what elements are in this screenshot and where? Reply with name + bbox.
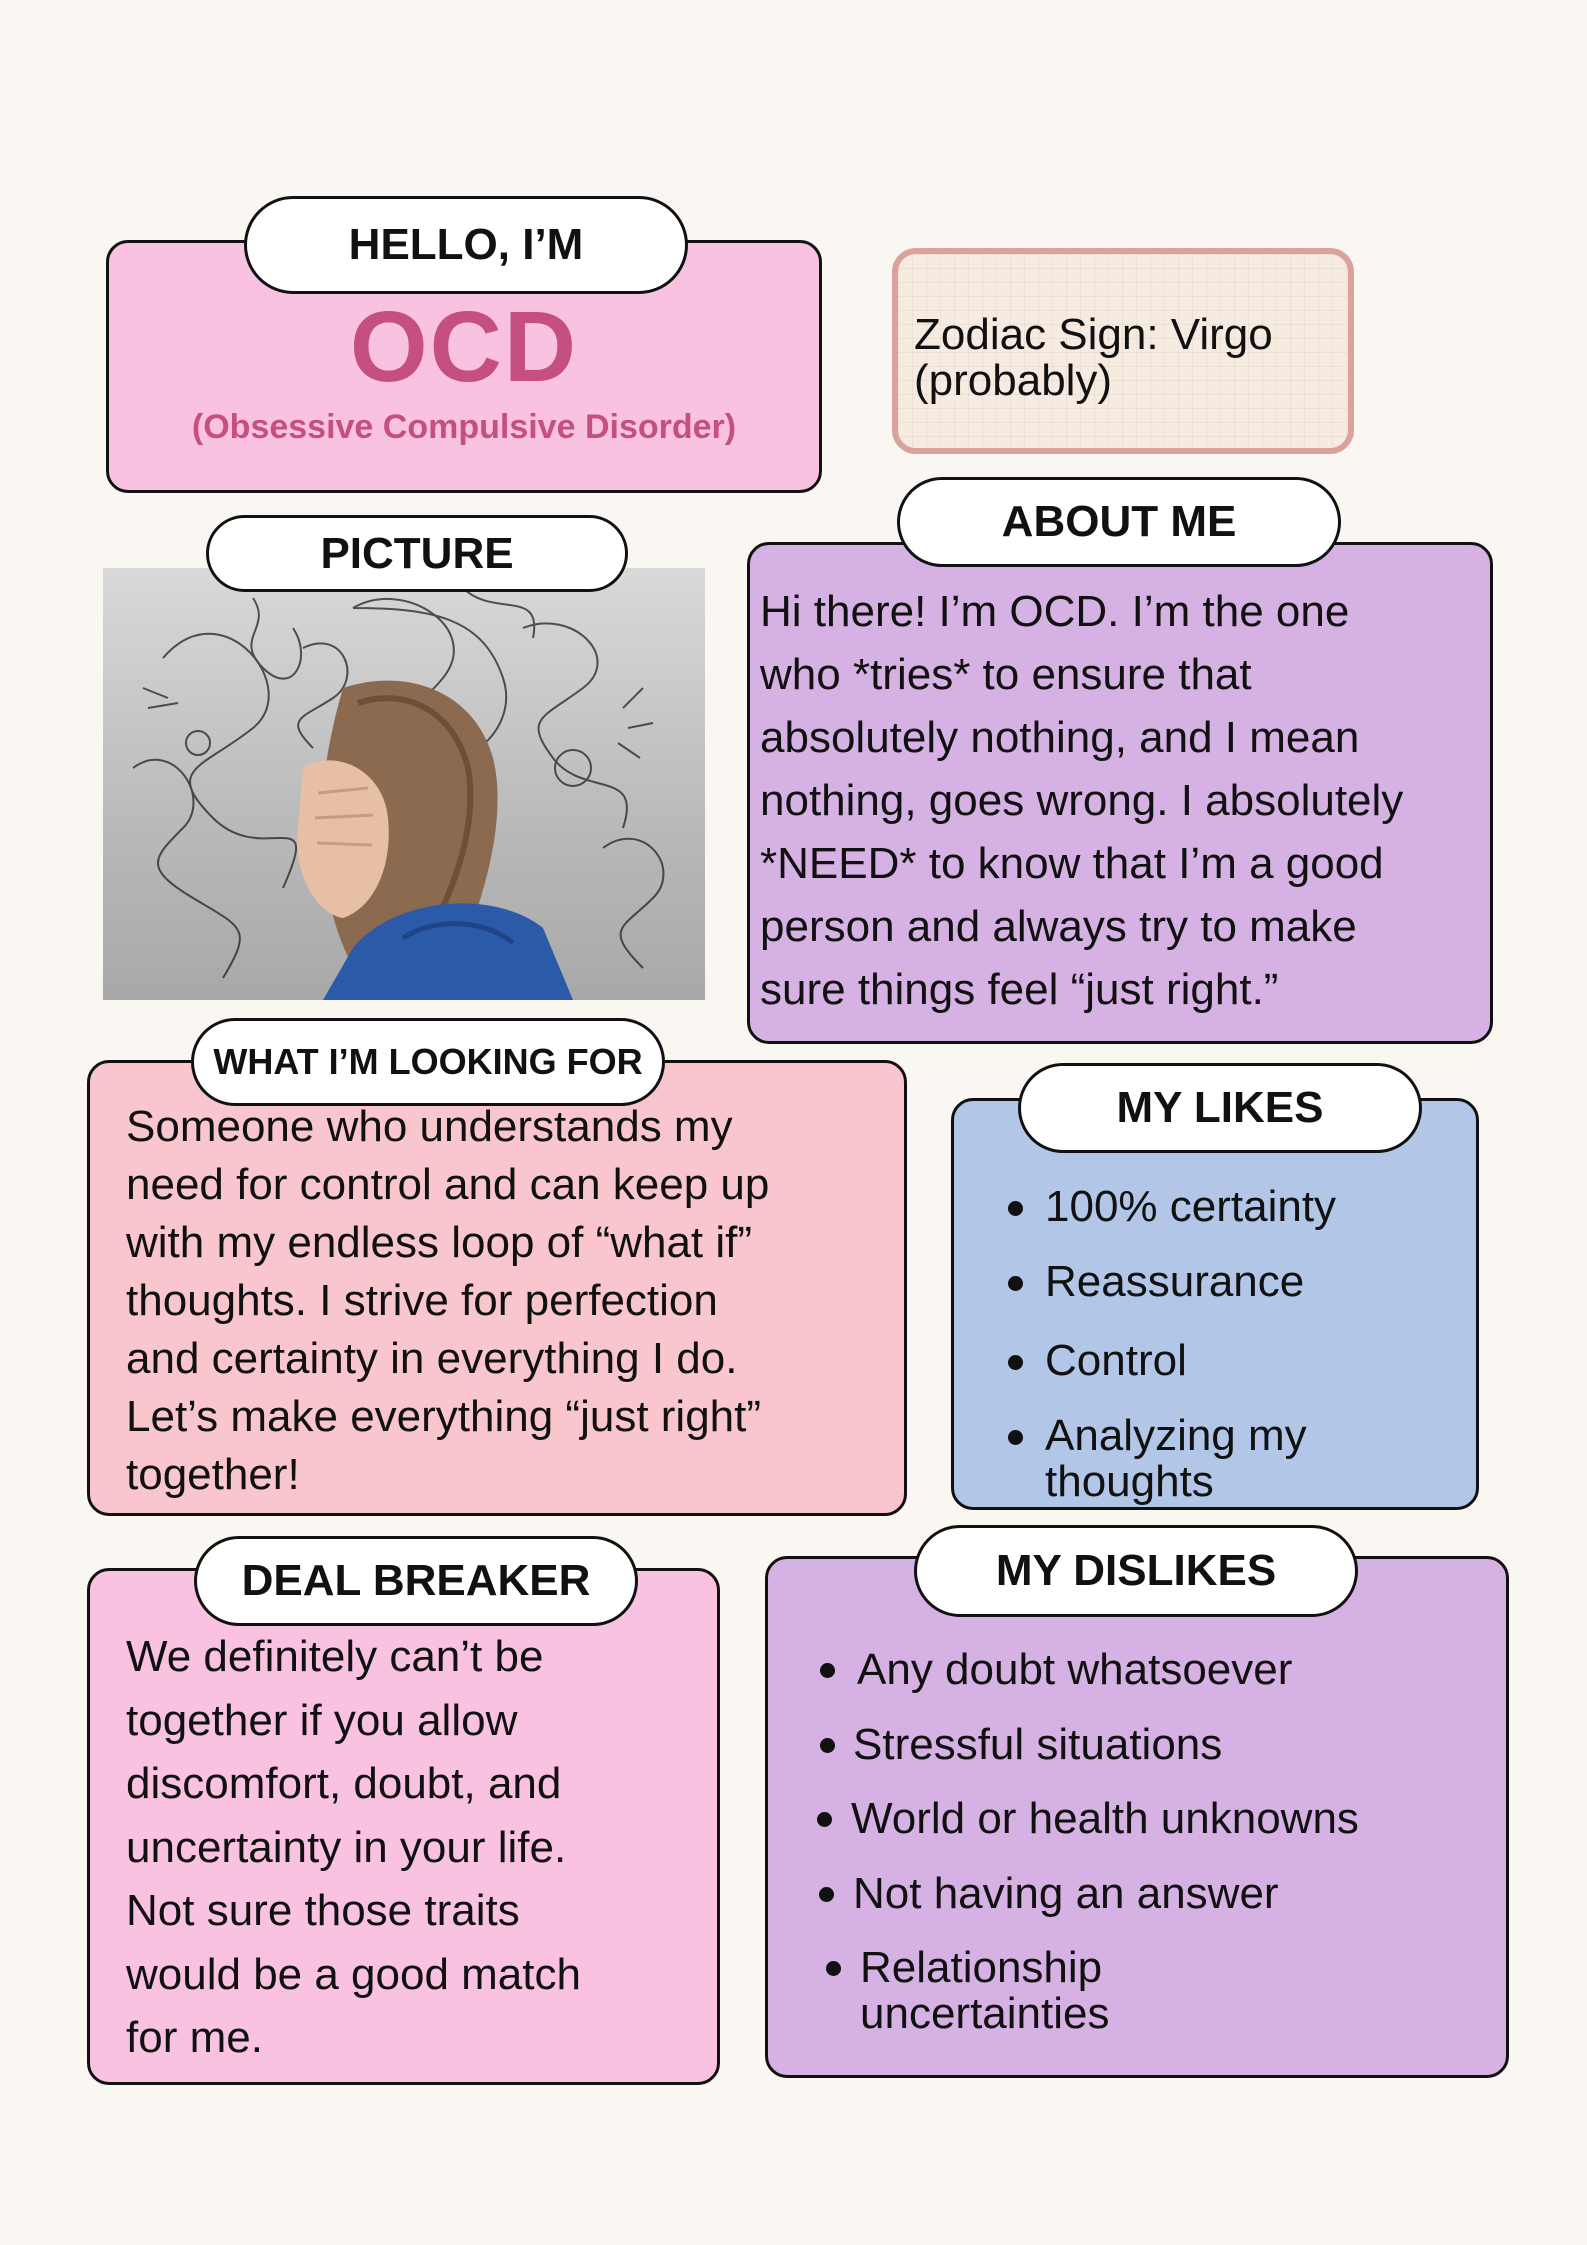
hello-tag: HELLO, I’M [244,196,688,294]
picture-tag: PICTURE [206,515,628,592]
looking-line: Someone who understands my [126,1102,733,1151]
bullet-icon [1008,1201,1023,1216]
bullet-icon [817,1812,832,1827]
distressed-person-illustration [103,568,705,1000]
likes-item-label-cont: thoughts [1045,1457,1214,1506]
dislikes-item-label: Any doubt whatsoever [857,1645,1293,1694]
about-line: *NEED* to know that I’m a good [760,839,1384,888]
dislikes-item-label: Not having an answer [853,1869,1279,1918]
about-line: who *tries* to ensure that [760,650,1252,699]
looking-line: with my endless loop of “what if” [126,1218,753,1267]
likes-item-label: Analyzing my [1045,1411,1307,1460]
looking-line: and certainty in everything I do. [126,1334,738,1383]
about-text [760,580,1403,1021]
dealbreaker-line: would be a good match [126,1949,581,1999]
dealbreaker-line: together if you allow [126,1695,518,1745]
dislikes-item-label-cont: uncertainties [860,1989,1110,2038]
likes-tag: MY LIKES [1018,1063,1422,1153]
about-line: nothing, goes wrong. I absolutely [760,776,1404,825]
dealbreaker-line: We definitely can’t be [126,1632,544,1681]
about-line: Hi there! I’m OCD. I’m the one [760,587,1350,636]
picture-image [103,568,705,1000]
about-line: person and always try to make [760,902,1357,951]
zodiac-line-2: (probably) [914,356,1113,405]
zodiac-line-1: Zodiac Sign: Virgo [914,310,1273,359]
dealbreaker-text [126,1625,581,2070]
looking-line: need for control and can keep up [126,1160,770,1209]
looking-text [126,1098,769,1504]
bullet-icon [1008,1355,1023,1370]
looking-line: thoughts. I strive for perfection [126,1276,718,1325]
dislikes-tag: MY DISLIKES [914,1525,1358,1617]
dealbreaker-line: Not sure those traits [126,1886,520,1935]
dealbreaker-line: for me. [126,2013,263,2062]
dislikes-item-label: Stressful situations [853,1720,1223,1769]
about-line: sure things feel “just right.” [760,965,1279,1014]
bullet-icon [819,1887,834,1902]
likes-item-label: Reassurance [1045,1257,1305,1306]
bullet-icon [820,1663,835,1678]
bullet-icon [826,1961,841,1976]
likes-item-label: Control [1045,1336,1187,1385]
likes-item-label: 100% certainty [1045,1182,1337,1231]
dealbreaker-line: discomfort, doubt, and [126,1759,562,1808]
dislikes-item-label: World or health unknowns [851,1794,1359,1843]
ocd-name: OCD [349,291,579,403]
about-line: absolutely nothing, and I mean [760,713,1360,762]
bullet-icon [1008,1430,1023,1445]
bullet-icon [1008,1276,1023,1291]
looking-line: together! [126,1450,300,1499]
dealbreaker-line: uncertainty in your life. [126,1822,567,1872]
about-tag: ABOUT ME [897,477,1341,567]
bullet-icon [820,1738,835,1753]
dealbreaker-tag: DEAL BREAKER [194,1536,638,1626]
ocd-subtitle: (Obsessive Compulsive Disorder) [191,408,737,446]
looking-line: Let’s make everything “just right” [126,1392,762,1441]
looking-tag: WHAT I’M LOOKING FOR [191,1018,665,1106]
dislikes-item-label: Relationship [860,1943,1103,1992]
zodiac-card [892,248,1354,454]
